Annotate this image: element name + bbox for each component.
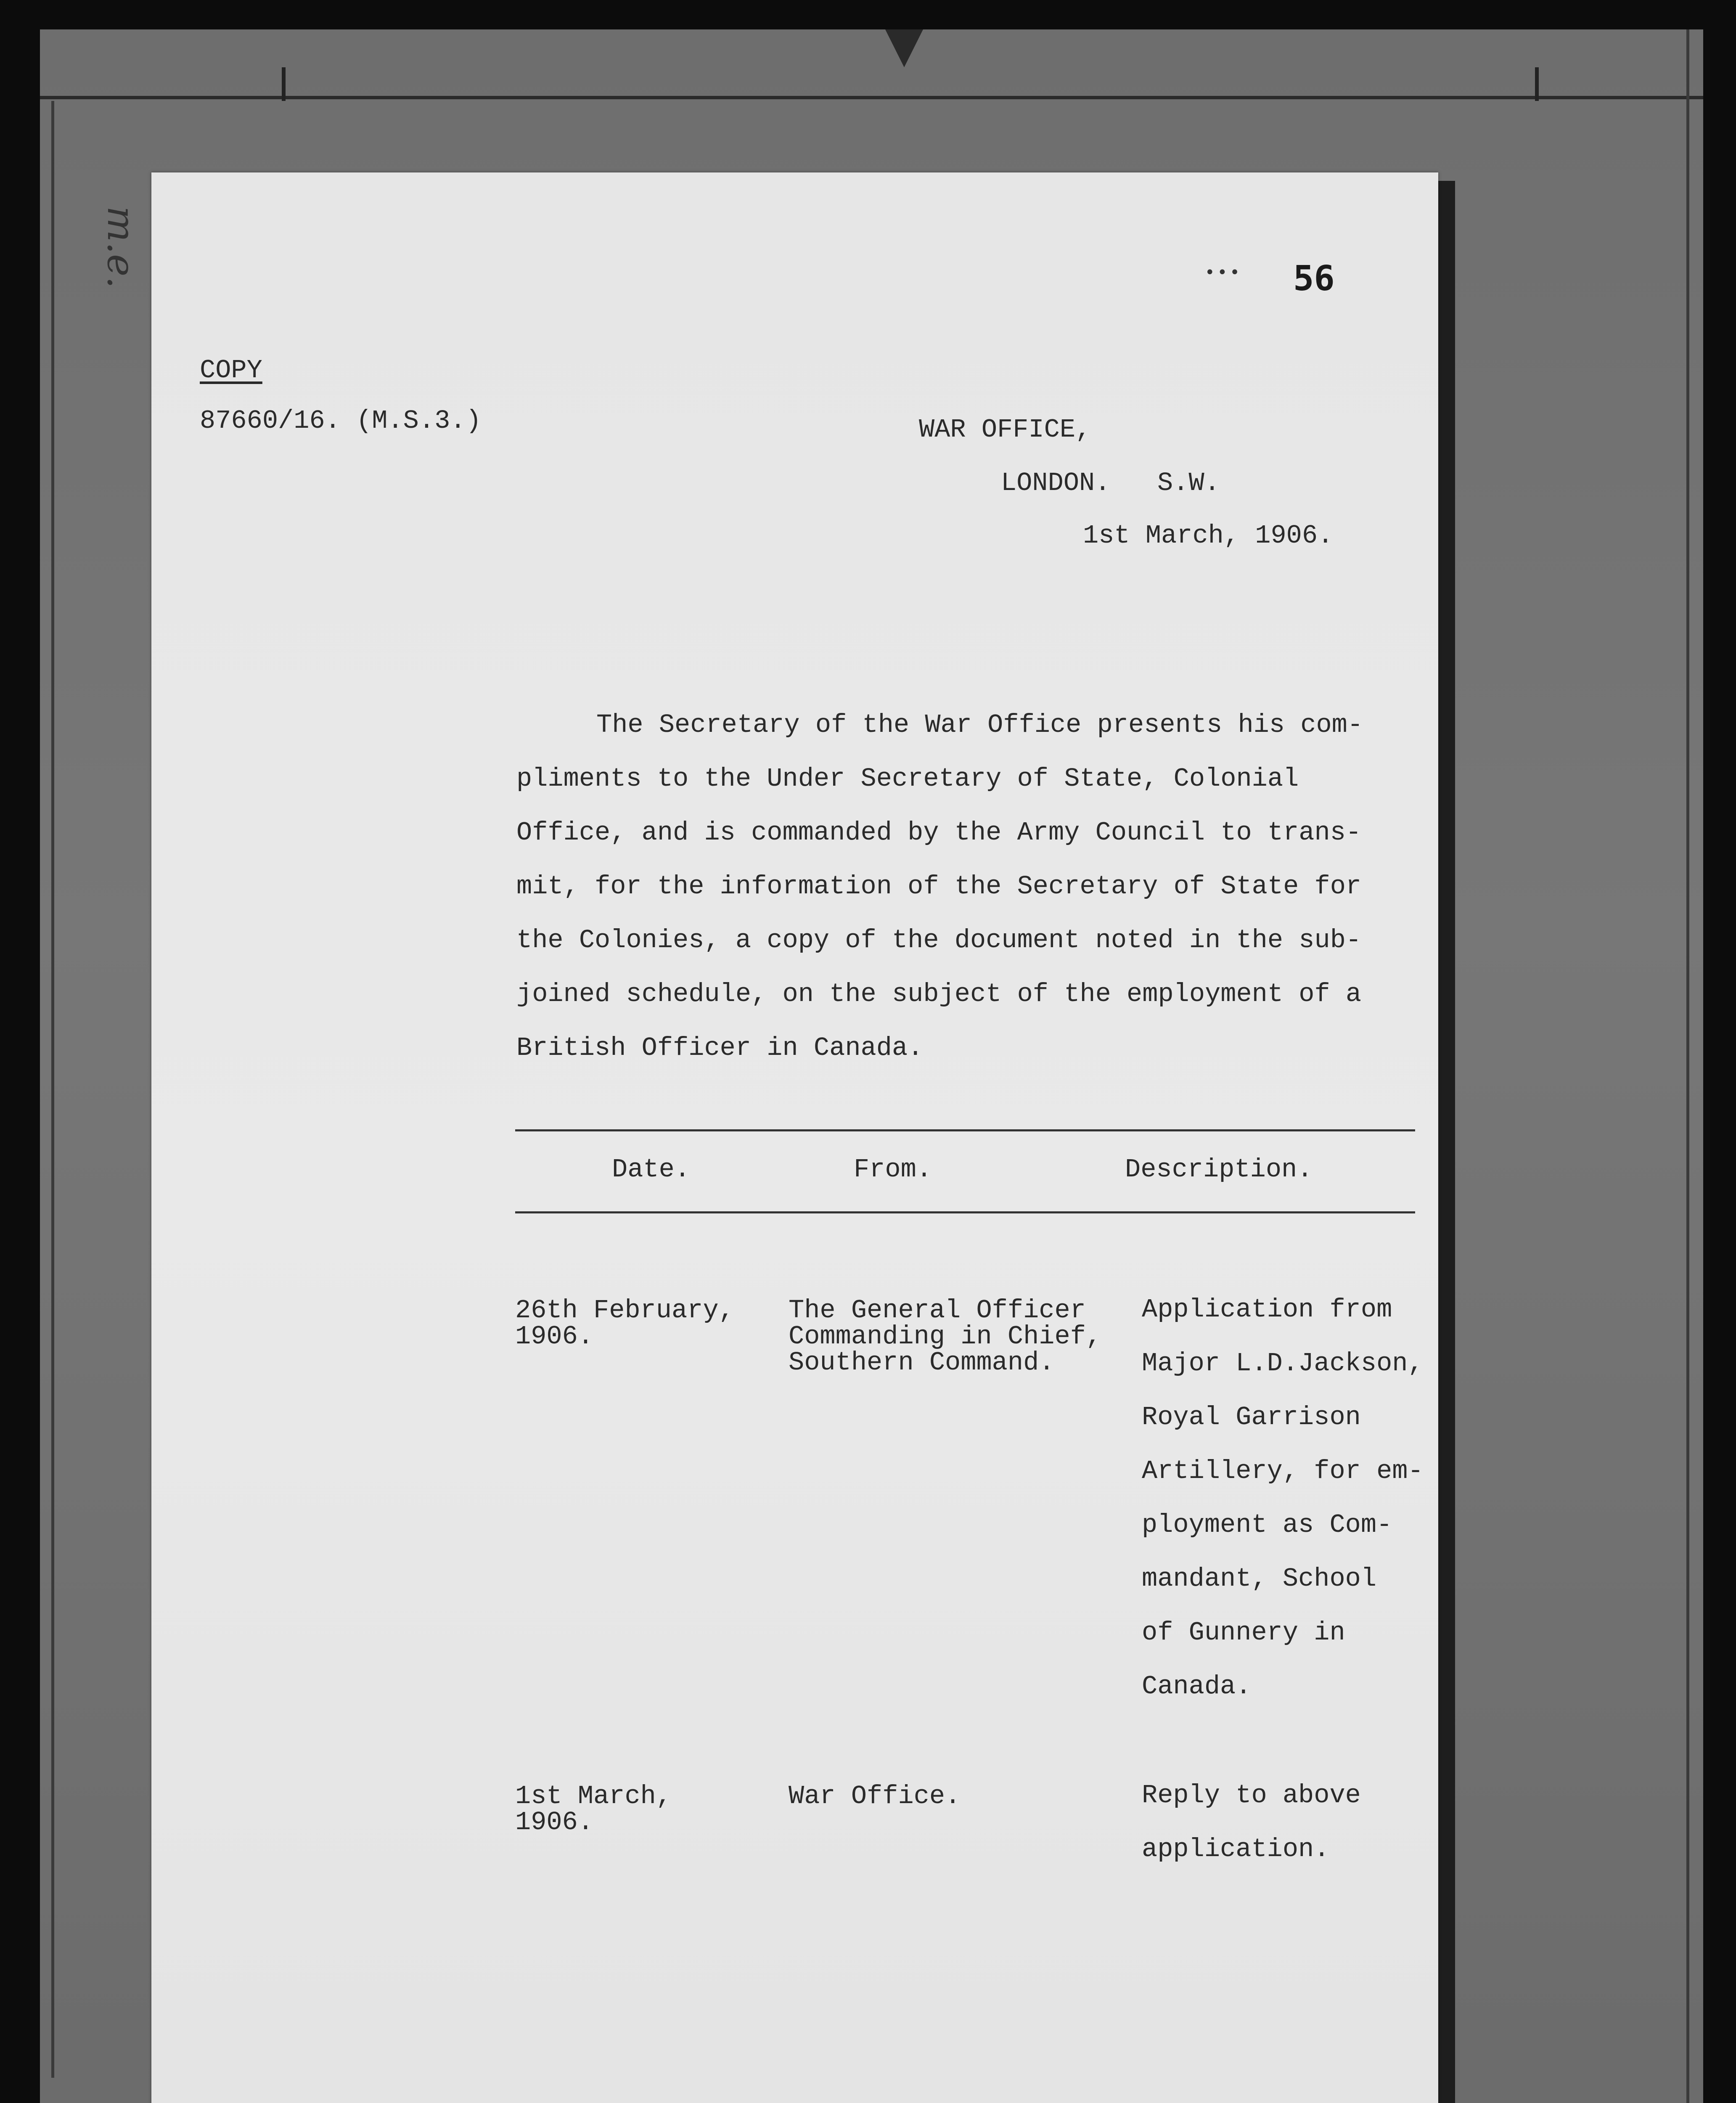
cell-line: 1906. bbox=[515, 1807, 594, 1837]
address-line-1: WAR OFFICE, bbox=[919, 415, 1091, 445]
frame-notch bbox=[885, 29, 923, 67]
frame-top-rule bbox=[40, 96, 1703, 99]
body-line: The Secretary of the War Office presents his com- bbox=[596, 710, 1363, 740]
body-line: Office, and is commanded by the Army Council to trans- bbox=[516, 818, 1362, 848]
schedule-header-date: Date. bbox=[612, 1155, 691, 1184]
schedule-header-rule bbox=[515, 1211, 1415, 1213]
frame-tick-right bbox=[1535, 67, 1539, 101]
frame-right-rule bbox=[1686, 29, 1689, 2103]
page-number: 56 bbox=[1293, 259, 1335, 299]
cell-line: 1906. bbox=[515, 1322, 594, 1351]
schedule-header-from: From. bbox=[854, 1155, 932, 1184]
cell-line: Commanding in Chief, bbox=[789, 1322, 1102, 1351]
cell-line: Royal Garrison bbox=[1142, 1402, 1361, 1432]
schedule-header-description: Description. bbox=[1125, 1155, 1313, 1184]
margin-mark: m.e. bbox=[99, 206, 143, 289]
letter-date: 1st March, 1906. bbox=[1083, 521, 1334, 551]
cell-line: ployment as Com- bbox=[1142, 1510, 1392, 1540]
body-line: the Colonies, a copy of the document noted in the sub- bbox=[516, 925, 1362, 955]
copy-label: COPY bbox=[200, 355, 262, 385]
frame-left-rule bbox=[51, 101, 54, 2078]
cell-line: mandant, School bbox=[1142, 1564, 1377, 1594]
cell-line: application. bbox=[1142, 1834, 1330, 1864]
body-line: joined schedule, on the subject of the employment of a bbox=[516, 979, 1362, 1009]
letter-body bbox=[516, 698, 1400, 1075]
cell-line: The General Officer bbox=[789, 1295, 1086, 1325]
cell-line: Southern Command. bbox=[789, 1348, 1055, 1377]
cell-line: Major L.D.Jackson, bbox=[1142, 1348, 1424, 1378]
cell-line: 26th February, bbox=[515, 1295, 734, 1325]
schedule-row-2-date bbox=[515, 1783, 672, 1835]
cell-line: of Gunnery in bbox=[1142, 1618, 1345, 1647]
cell-line: Canada. bbox=[1142, 1671, 1252, 1701]
cell-line: Application from bbox=[1142, 1295, 1392, 1324]
cell-line: Artillery, for em- bbox=[1142, 1456, 1424, 1486]
cell-line: War Office. bbox=[789, 1781, 961, 1811]
body-line: pliments to the Under Secretary of State, Colonial bbox=[516, 764, 1299, 794]
frame-tick-left bbox=[282, 67, 286, 101]
cell-line: Reply to above bbox=[1142, 1780, 1361, 1810]
cell-line: 1st March, bbox=[515, 1781, 672, 1811]
reference-number: 87660/16. (M.S.3.) bbox=[200, 406, 482, 436]
page-number-marks: ••• bbox=[1205, 263, 1242, 282]
schedule-row-1-description bbox=[1142, 1283, 1424, 1714]
sheet-shadow bbox=[1438, 181, 1455, 2103]
address-line-2: LONDON. S.W. bbox=[1001, 468, 1220, 498]
schedule-top-rule bbox=[515, 1129, 1415, 1131]
schedule-row-2-description bbox=[1142, 1769, 1361, 1876]
schedule-row-1-date bbox=[515, 1295, 734, 1351]
body-line: British Officer in Canada. bbox=[516, 1033, 924, 1063]
body-line: mit, for the information of the Secretary of State for bbox=[516, 871, 1362, 901]
schedule-row-1-from bbox=[789, 1295, 1102, 1377]
schedule-row-2-from bbox=[789, 1783, 961, 1809]
